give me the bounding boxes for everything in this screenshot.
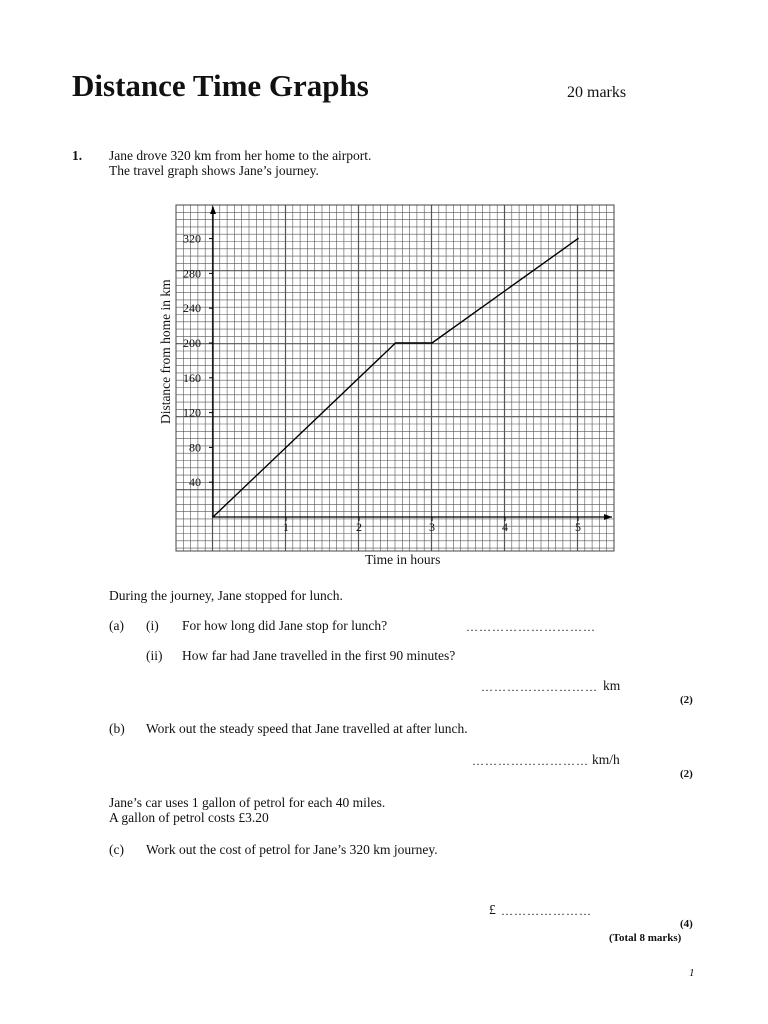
page-title: Distance Time Graphs (72, 68, 369, 103)
part-b-question: Work out the steady speed that Jane travelled at after lunch. (146, 721, 468, 736)
part-a-ii-unit: km (603, 678, 621, 693)
y-tick-label: 120 (183, 405, 201, 420)
part-a-i-answer-line[interactable]: ………………………… (466, 620, 596, 634)
part-b-answer-line[interactable]: ……………………… (472, 754, 589, 768)
part-c-question: Work out the cost of petrol for Jane’s 320 km journey. (146, 842, 438, 857)
journey-point (577, 238, 579, 240)
y-tick-label: 40 (189, 475, 201, 490)
part-a-ii-answer-line[interactable]: ……………………… (481, 680, 598, 694)
journey-point (395, 342, 397, 344)
journey-point (212, 516, 214, 518)
journey-point (431, 342, 433, 344)
part-a-i-question: For how long did Jane stop for lunch? (182, 618, 388, 633)
part-c-currency: £ (489, 902, 496, 917)
question-number: 1. (72, 148, 83, 163)
distance-time-graph (150, 195, 630, 575)
part-a-label: (a) (109, 618, 124, 633)
y-tick-label: 160 (183, 370, 201, 385)
question-intro-line1: Jane drove 320 km from her home to the airport. (109, 148, 372, 163)
question-intro-line2: The travel graph shows Jane’s journey. (109, 163, 319, 178)
y-tick-label: 240 (183, 301, 201, 316)
petrol-usage: Jane’s car uses 1 gallon of petrol for each 40 miles. (109, 795, 386, 810)
x-axis-title: Time in hours (365, 552, 441, 567)
y-tick-label: 80 (189, 440, 201, 455)
part-b-marks: (2) (680, 768, 693, 780)
total-marks-header: 20 marks (567, 84, 627, 101)
x-tick-label: 3 (429, 520, 435, 534)
y-tick-label: 280 (183, 266, 201, 281)
part-c-answer-line[interactable]: ………………… (501, 904, 592, 918)
part-c-label: (c) (109, 842, 124, 857)
page-number: 1 (689, 967, 695, 979)
part-a-marks: (2) (680, 694, 693, 706)
y-axis-title: Distance from home in km (158, 279, 173, 425)
x-tick-label: 2 (356, 520, 362, 534)
y-tick-label: 320 (183, 231, 201, 246)
y-tick-label: 200 (183, 336, 201, 350)
part-b-unit: km/h (592, 752, 620, 767)
part-a-ii-label: (ii) (146, 648, 163, 663)
part-b-label: (b) (109, 721, 125, 736)
total-marks: (Total 8 marks) (609, 932, 682, 944)
part-a-ii-question: How far had Jane travelled in the first 90 minutes? (182, 648, 456, 663)
y-axis-arrow (210, 206, 216, 214)
x-tick-label: 4 (502, 520, 508, 534)
x-tick-label: 1 (283, 520, 289, 534)
part-c-marks: (4) (680, 918, 693, 930)
x-tick-label: 5 (575, 520, 581, 534)
lunch-statement: During the journey, Jane stopped for lunch. (109, 588, 343, 603)
part-a-i-label: (i) (146, 618, 159, 633)
petrol-cost: A gallon of petrol costs £3.20 (109, 810, 269, 825)
